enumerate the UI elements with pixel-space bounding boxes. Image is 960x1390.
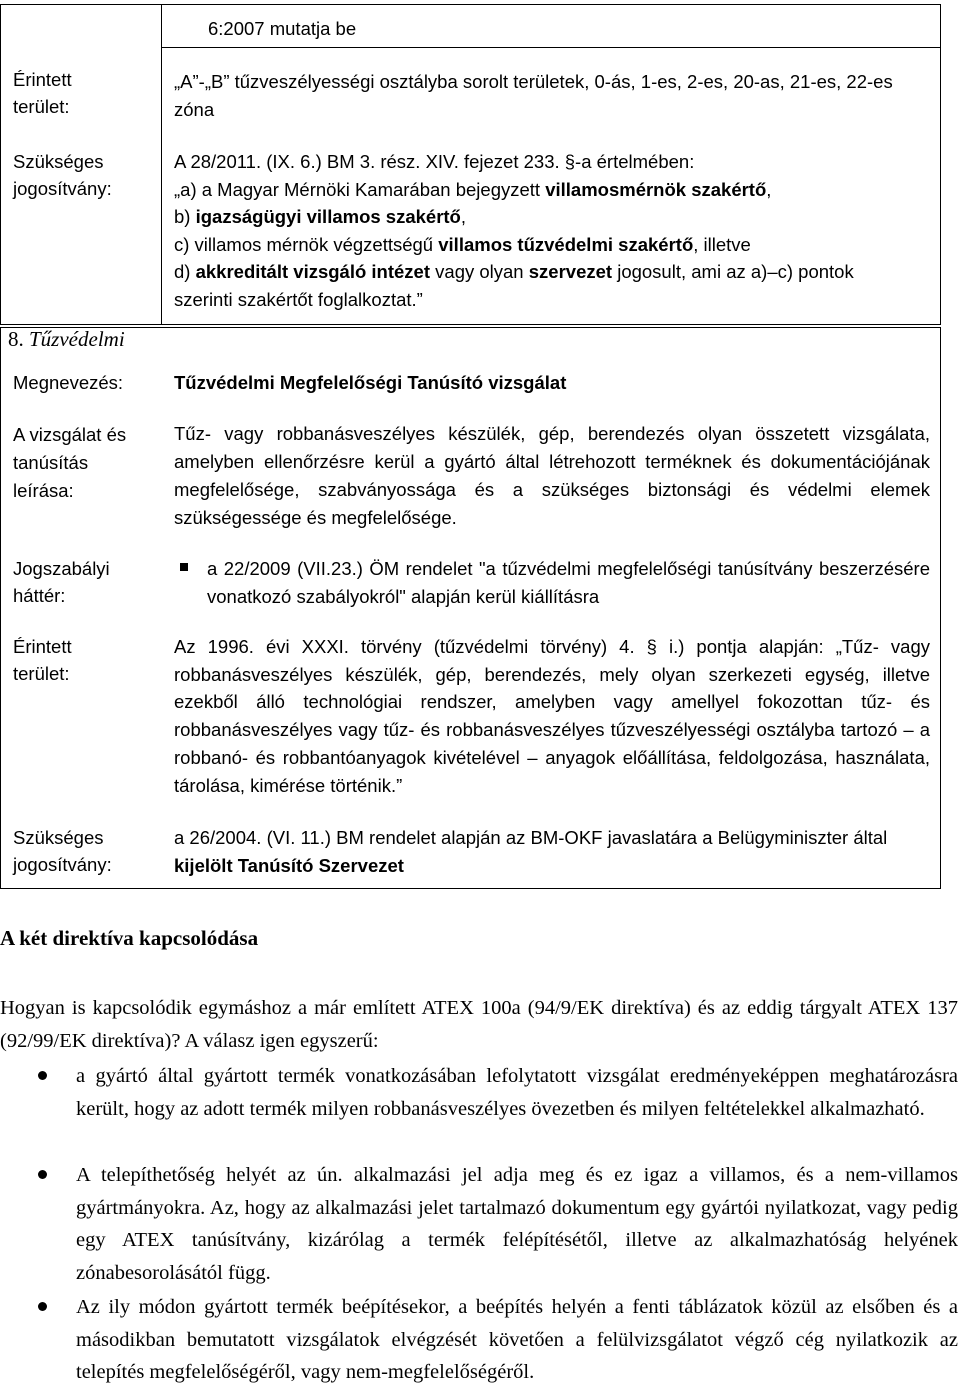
license-item-d: d) akkreditált vizsgáló intézet vagy olyan szervezet jogosult, ami az a)–c) pontok [174, 261, 854, 283]
license-item-d-cont: szerinti szakértőt foglalkoztat.” [174, 288, 423, 310]
square-bullet-icon [180, 563, 188, 574]
name-value: Tűzvédelmi Megfelelőségi Tanúsító vizsgálat [174, 372, 567, 393]
required-license-label: Szükséges jogosítvány: [13, 827, 112, 875]
bullet-icon [38, 1071, 47, 1080]
license-text [174, 148, 930, 314]
license-label: Szükséges jogosítvány: [13, 151, 112, 199]
affected-area-label: Érintett terület: [13, 69, 72, 117]
legal-basis-label: Jogszabályi háttér: [13, 558, 110, 606]
article-intro: Hogyan is kapcsolódik egymáshoz a már említett ATEX 100a (94/9/EK direktíva) és az eddig tárgyalt ATEX 137 (92/99/EK direktíva)? A válasz igen egyszerű: [0, 997, 958, 1052]
table-header-note: 6:2007 mutatja be [208, 18, 357, 39]
table-divider [161, 47, 940, 48]
license-item-a: „a) a Magyar Mérnöki Kamarában bejegyzett villamosmérnök szakértő, [174, 178, 772, 200]
bullet-icon [38, 1302, 47, 1311]
description-text: Tűz- vagy robbanásveszélyes készülék, gép, berendezés olyan összetett vizsgálata, amelyben ellenőrzésre kerül a gyártó által létrehozott terméknek és dokumentációjának megfelelősége, szabványossága és a szükséges biztonsági és védelmi elemek szükségessége és megfelelősége. [174, 423, 930, 528]
legal-basis-text: a 22/2009 (VII.23.) ÖM rendelet "a tűzvédelmi megfelelőségi tanúsítvány beszerzésére vonatkozó szabályokról" alapján kerül kiállításra [207, 558, 930, 607]
description-label: A vizsgálat és tanúsítás leírása: [13, 424, 127, 501]
section-title: 8. Tűzvédelmi [8, 327, 125, 351]
list-item: A telepíthetőség helyét az ún. alkalmazási jel adja meg és ez igaz a villamos, és a nem-villamos gyártmányokra. Az, hogy az alkalmazási jelet tartalmazó dokumentum egy gyártói nyilatkozat, vagy pedig egy ATEX tanúsítvány, kizárólag a termék felépítésétől, illetve az alkalmazhatóság helyének zónabesorolásától függ. [76, 1164, 958, 1284]
article-heading: A két direktíva kapcsolódása [0, 926, 259, 950]
area-text: Az 1996. évi XXXI. törvény (tűzvédelmi törvény) 4. § i.) pontja alapján: „Tűz- vagy robbanásveszélyes készülék, gép, berendezés, mely olyan szerkezeti egység, illetve ezekből álló technológiai rendszer, amelyben vagy amellyel fokozottan tűz- és robbanásveszélyes vagy tűz- és robbanásveszélyes tűzveszélyességi osztályba tartozó – a robbanó- és robbantóanyagok kivételével – anyagok előállítása, feldolgozása, használata, tárolása, kimérése történik.” [174, 636, 930, 796]
required-license-text: a 26/2004. (VI. 11.) BM rendelet alapján az BM-OKF javaslatára a Belügyminiszter által kijelölt Tanúsító Szervezet [174, 827, 888, 876]
license-item-c: c) villamos mérnök végzettségű villamos tűzvédelmi szakértő, illetve [174, 233, 751, 255]
area-label: Érintett terület: [13, 636, 72, 684]
name-label: Megnevezés: [13, 372, 124, 393]
list-item: a gyártó által gyártott termék vonatkozásában lefolytatott vizsgálat eredményeképpen meghatározásra került, hogy az adott termék milyen robbanásveszélyes övezetben és milyen feltételekkel alkalmazható. [76, 1065, 958, 1120]
list-item: Az ily módon gyártott termék beépítésekor, a beépítés helyén a fenti táblázatok közül az elsőben és a másodikban bemutatott vizsgálatok elvégzését követően a felülvizsgálatot végző cég nyilatkozik az telepítés megfelelőségéről, vagy nem-megfelelőségéről. [76, 1296, 958, 1383]
license-line: A 28/2011. (IX. 6.) BM 3. rész. XIV. fejezet 233. §-a értelmében: [174, 151, 695, 172]
bullet-icon [38, 1170, 47, 1179]
affected-area-text: „A”-„B” tűzveszélyességi osztályba sorolt területek, 0-ás, 1-es, 2-es, 20-as, 21-es, 22-es zóna [174, 71, 893, 120]
license-item-b: b) igazságügyi villamos szakértő, [174, 206, 467, 228]
